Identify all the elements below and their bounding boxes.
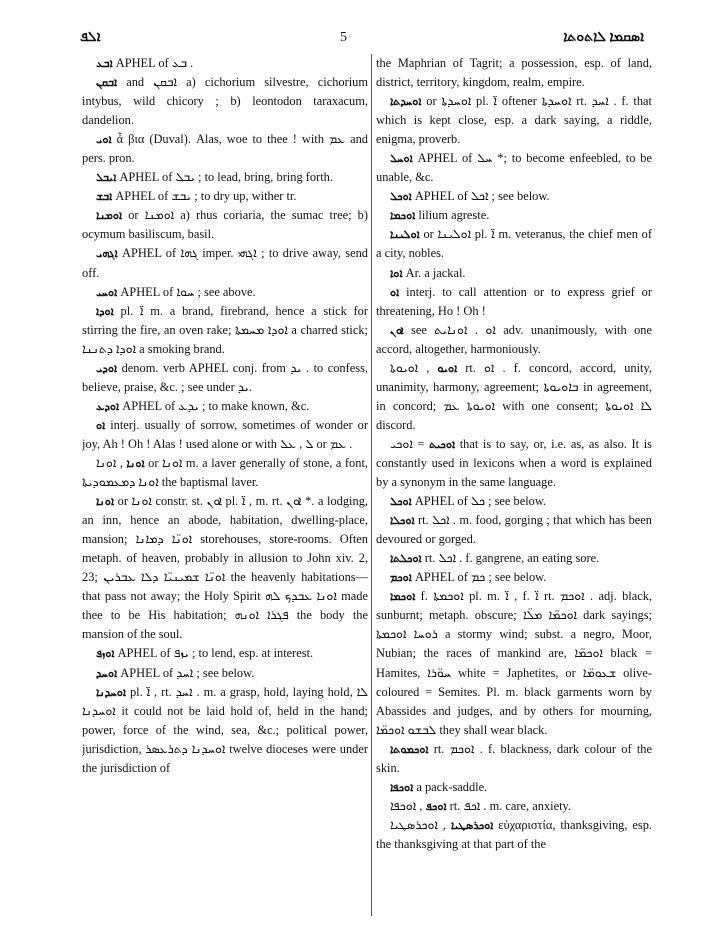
dictionary-entry [376, 264, 652, 283]
dictionary-entry [376, 283, 652, 321]
syriac-headword: ܐܓܗܝ [96, 247, 118, 261]
entry-text: or ܐܘܚܕܬܐ pl. ܐ̈ oftener ܐܘܚܕܬܐ rt. ܐܚܕ . f. that which is kept close, esp. a dark saying, a riddle, enigma, proverb. [376, 94, 652, 147]
entry-text: APHEL of ܝܙܦ ; to lend, esp. at interest. [114, 646, 314, 661]
dictionary-entry [82, 683, 368, 778]
syriac-headword: ܐܘܕܐ [96, 304, 114, 318]
dictionary-entry [82, 168, 368, 187]
syriac-headword: ܐܘܝ [96, 133, 112, 147]
syriac-headword: ܐܝܒܠ [96, 171, 117, 185]
syriac-headword: ܐܘܟܡܐ [390, 209, 416, 223]
syriac-headword: ܐܘ [390, 285, 400, 299]
entry-text: ἆ βια (Duval). Alas, woe to thee ! with ܥܡ and pers. pron. [82, 132, 368, 166]
dictionary-entry [376, 54, 652, 92]
syriac-headword: ܐܘܟܦܐ [390, 780, 414, 794]
entry-text: , ܐܘܟܪܣܛܝܐ εὐχαριστία, thanksgiving, esp. the thanksgiving at that part of the [376, 817, 652, 851]
entry-text: and ܐܒܩܢ a) cichorium silvestre, cichorium intybus, wild chicory ; b) leontodon taraxacum, dandelion. [82, 75, 368, 128]
entry-text: denom. verb APHEL conj. from ܝܕ . to confess, believe, praise, &c. ; see under ܝܕ. [82, 360, 368, 394]
entry-text: APHEL of ܒܥ . [112, 56, 194, 70]
dictionary-entry [376, 797, 652, 816]
entry-text: or ܐܘܡܢܐ a) rhus coriaria, the sumac tree; b) ocymum basiliscum, basil. [82, 208, 368, 242]
syriac-headword: ܐܘܕܝ [96, 361, 118, 375]
dictionary-entry [376, 149, 652, 187]
dictionary-entry [376, 435, 652, 492]
entry-text: APHEL of ܟܠ ; see below. [411, 494, 547, 509]
entry-text: APHEL of ܐܚܕ ; see below. [117, 665, 255, 680]
syriac-headword: ܐܘܟܡܐ [390, 590, 416, 604]
dictionary-entry [82, 664, 368, 683]
syriac-headword: ܐܘܝܘ [437, 361, 458, 375]
entry-text: , ܐܘܢܐ or ܐܘܢܐ m. a laver generally of stone, a font, ܐܘܢܐ ܕܡܥܡܘܕܝܬܐ the baptismal laver. [82, 455, 368, 490]
dictionary-entry [82, 492, 368, 644]
syriac-headword: ܐܘܙܦ [96, 647, 115, 661]
dictionary-entry [376, 321, 652, 359]
dictionary-entry [376, 359, 652, 435]
entry-text: APHEL of ܝܒܫ ; to dry up, wither tr. [112, 189, 297, 204]
syriac-headword: ܐܒܥ [96, 57, 113, 70]
entry-text: pl. ܐ̈ m. a brand, firebrand, hence a stick for stirring the fire, an oven rake; ܐܘܕܐ ܡܚܡܬܐ a charred stick; ܐܘܕܐ ܕܬܢܢܐ a smoking brand. [82, 303, 368, 356]
syriac-headword: ܐܒܫ [96, 190, 113, 204]
syriac-headword: ܐܘܟܝܬ [429, 437, 456, 451]
entry-text: rt. ܐܘܟܡ . f. blackness, dark colour of the skin. [376, 741, 652, 775]
dictionary-entry [82, 244, 368, 282]
dictionary-entry [82, 644, 368, 663]
syriac-headword: ܐܘܚܕܢܐ [96, 685, 126, 699]
syriac-headword: ܐܘܢ [390, 323, 404, 337]
entry-text: a pack-saddle. [413, 779, 488, 794]
syriac-headword: ܐܘܚܠ [390, 152, 413, 166]
dictionary-entry [82, 416, 368, 454]
entry-text: see ܐܘ . ܐܘܢܐܝܬ adv. unanimously, with one accord, altogether, harmoniously. [376, 322, 652, 356]
syriac-headword: ܐܘܟܡ [390, 571, 412, 585]
syriac-headword: ܐܘܟܠ [390, 190, 412, 204]
syriac-headword: ܐܘܢܐ [96, 495, 115, 509]
dictionary-entry [82, 302, 368, 359]
dictionary-entry [82, 397, 368, 416]
dictionary-entry [376, 492, 652, 511]
entry-text: APHEL of ܚܠ *; to become enfeebled, to be unable, &c. [376, 151, 652, 185]
entry-text: APHEL of ܓܗܐ imper. ܐܓܗܝ ; to drive away, send off. [82, 246, 368, 280]
syriac-headword: ܐܘܟܦ [425, 799, 447, 813]
column-divider [371, 54, 372, 916]
dictionary-entry [376, 206, 652, 225]
dictionary-entry [376, 549, 652, 568]
syriac-headword: ܐܘܚܝ [96, 285, 118, 299]
dictionary-entry [376, 568, 652, 587]
dictionary-entry [82, 187, 368, 206]
entry-text: rt. ܐܟܠ . m. food, gorging ; that which has been devoured or gorged. [376, 513, 652, 547]
dictionary-entry [376, 740, 652, 778]
syriac-headword: ܐܘܟܪܣܛܝܐ [450, 818, 494, 832]
dictionary-entry [82, 359, 368, 397]
dictionary-entry [376, 187, 652, 206]
entry-text: , ܐܘܟܦܐ rt. ܐܟܦ . m. care, anxiety. [390, 798, 572, 813]
entry-text: or ܐܘܢܐ constr. st. ܐܘܢ pl. ܐ̈ , m. rt. ܐܘܢ *. a lodging, an inn, hence an abode, habitation, dwelling-place, mansion; ܐܘܢ̈ܐ ܕܡܐܢܐ storehouses, store-rooms. Often metaph. of heaven, probably in allusion to John xiv. 2, 23; ܐܘܢ̈ܐ ܫܡܝܢܝ̈ܐ ܕܠܐ ܥܒܪܝܢ the heavenly habitations—that pass not away; the Holy Spirit ܐܘܢܐ ܥܒܕܟ ܠܗ made thee to be His habitation; ܦܓܪܐ ܐܘܢܗ the body the mansion of the soul. [82, 494, 368, 642]
entry-text: = ܐܘܟܝ that is to say, or, i.e. as, as also. It is constantly used in lexicons when a word is explained by a synonym in the same language. [376, 436, 652, 490]
dictionary-entry [376, 92, 652, 149]
left-column [82, 54, 368, 924]
syriac-headword: ܐܘܠܝܢܐ [390, 228, 420, 242]
page-number: 5 [340, 30, 347, 45]
syriac-headword: ܐܘ [96, 418, 106, 432]
entry-text: rt. ܐܟܠ . f. gangrene, an eating sore. [421, 551, 600, 566]
entry-text: lilium agreste. [415, 208, 490, 223]
dictionary-entry [82, 454, 368, 492]
syriac-headword: ܐܘܚܕܬܐ [390, 95, 422, 109]
entry-text: interj. to call attention or to express grief or threatening, Ho ! Oh ! [376, 284, 652, 318]
entry-text: interj. usually of sorrow, sometimes of wonder or joy, Ah ! Oh ! Alas ! used alone or with ܠ , ܥܠ or ܥܡ . [82, 417, 368, 451]
syriac-headword: ܐܘܚܕ [96, 666, 118, 680]
entry-text: Ar. a jackal. [402, 265, 466, 280]
entry-text: or ܐܘܠܝܢܐ pl. ܐ̈ m. veteranus, the chief men of a city, nobles. [376, 227, 652, 261]
syriac-headword: ܐܘܟܡܘܬܐ [390, 742, 429, 756]
dictionary-entry [82, 206, 368, 244]
dictionary-entry [376, 778, 652, 797]
syriac-headword: ܐܘܢܐ [126, 456, 145, 470]
entry-text: APHEL of ܝܕܥ ; to make known, &c. [119, 398, 310, 413]
syriac-headword: ܐܒܩܢ [96, 76, 118, 90]
header-right-word: ܐܣܩܡܐ ܠܐܬܘܬܐ [563, 30, 644, 45]
dictionary-entry [376, 587, 652, 739]
header-left-word: ܐܠܦ [80, 30, 101, 45]
dictionary-entry [82, 130, 368, 168]
syriac-headword: ܐܘܟܠܐ [390, 514, 415, 528]
dictionary-entry [82, 283, 368, 302]
dictionary-entry [376, 511, 652, 549]
entry-text: pl. ܐ̈ , rt. ܐܚܕ . m. a grasp, hold, laying hold, ܠܐ ܐܘܚܕܢܐ it could not be laid hold of, held in the hand; power, force of the wind, sea, &c.; political power, jurisdiction, ܐܘܚܕܢܐ ܕܬܪܥܣܪ twelve dioceses were under the jurisdiction of [82, 684, 368, 775]
dictionary-entry [82, 54, 368, 73]
syriac-headword: ܐܘܕܥ [96, 399, 120, 413]
dictionary-entry [82, 73, 368, 130]
dictionary-entry [376, 225, 652, 263]
entry-text: APHEL of ܐܟܠ ; see below. [411, 189, 550, 204]
entry-text: APHEL of ܟܡ ; see below. [411, 570, 547, 585]
syriac-headword: ܐܘܡܢܐ [96, 209, 123, 223]
syriac-headword: ܐܘܟܠ [390, 495, 412, 509]
page-header [0, 30, 704, 50]
right-column [376, 54, 652, 924]
entry-text: APHEL of ܚܘܐ ; see above. [117, 284, 256, 299]
entry-text: the Maphrian of Tagrit; a possession, esp. of land, district, territory, kingdom, realm, empire. [376, 56, 652, 90]
entry-text: f. ܐܘܟܡܬܐ pl. m. ܐ̈ , f. ܐ̈ rt. ܐܘܟܡ . adj. black, sunburnt; metaph. obscure; ܐܘܟܡ̈ܐ ܡܠ̈ܐ dark sayings; ܪܘܚܐ ܐܘܟܡܬܐ a stormy wind; subst. a negro, Moor, Nubian; the races of mankind are, ܐܘܟܡ̈ܐ black = Hamites, ܚܘ̈ܪܐ white = Japhetites, or ܫܥܘܡ̈ܐ olive-coloured = Semites. Pl. m. black garments worn by Abassides and judges, and by others for mourning, ܠܒܫܘ ܐܘܟܡ̈ܐ they shall wear black. [376, 589, 652, 737]
entry-text: , ܐܘܝܘܬܐ rt. ܐܘ . f. concord, accord, unity, unanimity, harmony, agreement; ܒܐܘܝܘܬܐ in agreement, in concord; ܐܘܝܘܬܐ ܥܡ with one consent; ܠܐ ܐܘܝܘܬܐ discord. [376, 360, 652, 432]
syriac-headword: ܐܘܐ [390, 266, 403, 280]
syriac-headword: ܐܘܟܠܬܐ [390, 552, 422, 566]
entry-text: APHEL of ܝܒܠ ; to lead, bring, bring forth. [116, 170, 333, 185]
dictionary-entry [376, 816, 652, 854]
